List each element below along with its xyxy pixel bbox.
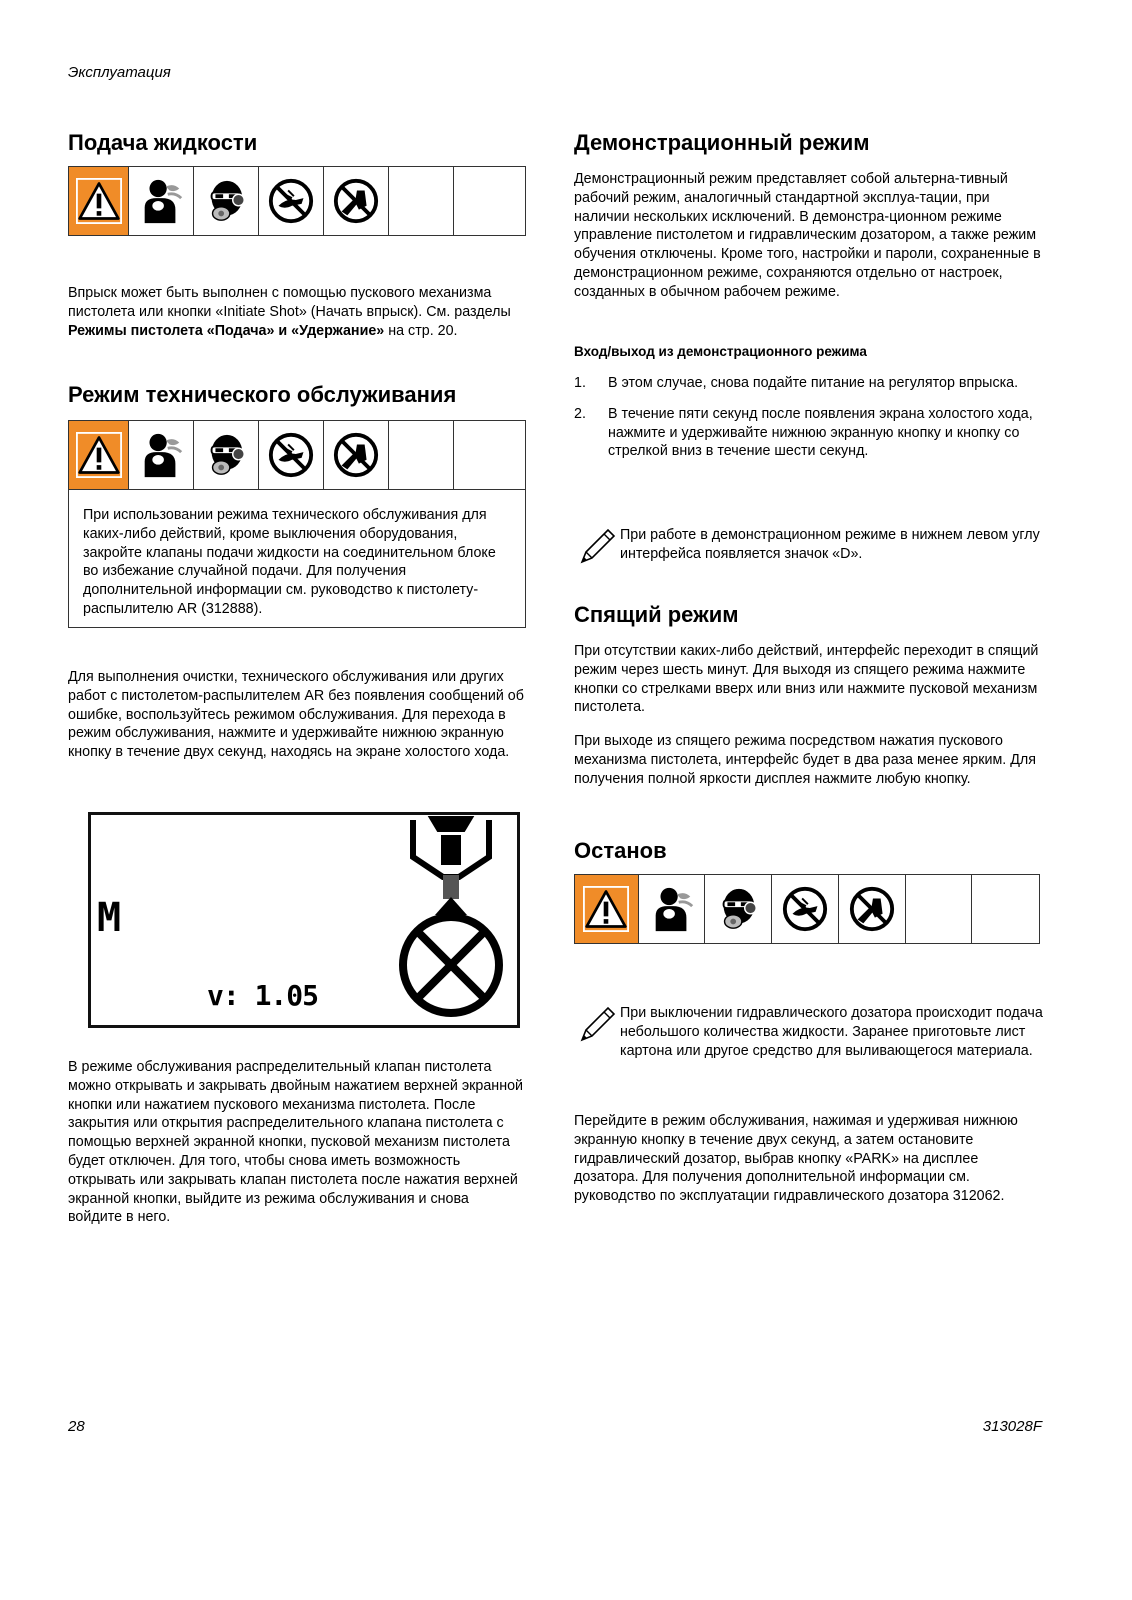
sleep-paragraph-1: При отсутствии каких-либо действий, интерфейс переходит в спящий режим через шесть минут. Для выходя из спящего режима нажмите кнопки со стрелками вверх или вниз или нажмите пусковой механизм пистолета. — [574, 643, 1039, 716]
note-pencil-icon — [578, 1004, 618, 1044]
warning-triangle-icon — [69, 167, 129, 235]
protective-gear-icon — [705, 875, 772, 943]
step-number: 1. — [574, 375, 586, 391]
no-spray-hand-icon — [772, 875, 839, 943]
list-item — [574, 374, 1044, 393]
demo-subheading: Вход/выход из демонстрационного режима — [574, 344, 867, 359]
maintenance-paragraph-2: В режиме обслуживания распределительный клапан пистолета можно открывать и закрывать двойным нажатием верхней экранной кнопки или нажатием пускового механизма пистолета. После закрытия или открытия распределительного клапана пистолета с помощью верхней экранной кнопки, пусковой механизм пистолета будет отключен. Для того, чтобы снова иметь возможность открывать или закрывать клапан пистолета после нажатия верхней экранной кнопки, выйдите из режима обслуживания и снова войдите в него. — [68, 1059, 524, 1226]
warning-icon-strip — [68, 420, 526, 490]
note-pencil-icon — [578, 526, 618, 566]
nozzle-icon — [443, 875, 459, 899]
section-title-shutdown: Останов — [574, 838, 667, 863]
fluid-supply-paragraph — [68, 284, 520, 340]
running-header: Эксплуатация — [68, 64, 171, 81]
shutdown-paragraph: Перейдите в режим обслуживания, нажимая и удерживая нижнюю экранную кнопку в течение двух секунд, а затем остановите гидравлический дозатор, выбрав кнопку «PARK» на дисплее дозатора. Для получения дополнительной информации см. руководство по эксплуатации гидравлического дозатора 312062. — [574, 1113, 1018, 1205]
empty-cell — [454, 421, 522, 489]
step-text: В течение пяти секунд после появления экрана холостого хода, нажмите и удерживайте нижнюю экранную кнопку и кнопку со стрелкой вниз в течение шести секунд. — [608, 405, 1033, 460]
maintenance-warning-text: При использовании режима технического обслуживания для каких-либо действий, кроме выключения оборудования, закройте клапаны подачи жидкости на соединительном блоке во избежание случайной подачи. Для получения дополнительной информации см. руководство к пистолету-распылителю AR (312888). — [83, 507, 496, 617]
arrow-up-icon — [435, 897, 467, 915]
link-gun-modes[interactable]: Режимы пистолета «Подача» и «Удержание» — [68, 322, 385, 339]
section-title-sleep: Спящий режим — [574, 602, 739, 627]
section-title-demo: Демонстрационный режим — [574, 130, 870, 155]
demo-note — [578, 526, 1044, 564]
protective-gear-icon — [194, 167, 259, 235]
empty-cell — [454, 167, 522, 235]
no-spray-hand-icon — [259, 167, 324, 235]
maintenance-paragraph-1: Для выполнения очистки, технического обслуживания или других работ с пистолетом-распылителем AR без появления сообщений об ошибке, воспользуйтесь режимом обслуживания. Для перехода в режим обслуживания, нажмите и удерживайте нижнюю экранную кнопку в течение двух секунд, находясь на экране холостого хода. — [68, 669, 524, 761]
text-run: на стр. 20. — [384, 322, 458, 339]
step-text: В этом случае, снова подайте питание на регулятор впрыска. — [608, 375, 1019, 391]
no-gun-touch-icon — [839, 875, 906, 943]
closed-valve-icon — [403, 917, 499, 1013]
gun-valve-icon — [413, 819, 489, 877]
warning-triangle-icon — [575, 875, 639, 943]
warning-icon-strip — [68, 166, 526, 236]
list-item — [574, 405, 1044, 461]
shutdown-note-text: При выключении гидравлического дозатора происходит подача небольшого количества жидкости. Заранее приготовьте лист картона или другое средство для выливающегося материала. — [620, 1005, 1043, 1059]
empty-cell — [389, 421, 454, 489]
protective-gear-icon — [194, 421, 259, 489]
no-spray-hand-icon — [259, 421, 324, 489]
warning-triangle-icon — [69, 421, 129, 489]
maintenance-screen-image — [88, 812, 520, 1028]
no-gun-touch-icon — [324, 421, 389, 489]
empty-cell — [389, 167, 454, 235]
section-title-maintenance: Режим технического обслуживания — [68, 382, 457, 407]
no-gun-touch-icon — [324, 167, 389, 235]
empty-cell — [972, 875, 1039, 943]
fumes-inhalation-icon — [129, 167, 194, 235]
demo-steps-list — [574, 374, 1044, 473]
fumes-inhalation-icon — [129, 421, 194, 489]
document-number: 313028F — [982, 1418, 1042, 1435]
maintenance-warning-box — [68, 490, 526, 628]
fumes-inhalation-icon — [639, 875, 706, 943]
screen-version: v: 1.05 — [207, 979, 319, 1012]
demo-note-text: При работе в демонстрационном режиме в нижнем левом углу интерфейса появляется значок «D». — [620, 527, 1040, 562]
text-run: Впрыск может быть выполнен с помощью пускового механизма пистолета или кнопки «Initiate Shot» (Начать впрыск). См. разделы — [68, 285, 511, 320]
empty-cell — [906, 875, 973, 943]
page-number: 28 — [68, 1418, 85, 1435]
shutdown-note — [578, 1004, 1044, 1060]
demo-paragraph: Демонстрационный режим представляет собой альтерна-тивный рабочий режим, аналогичный стандартной эксплуа-тации, при наличии нескольких исключений. В демонстра-ционном режиме управление пистолетом и гидравлическим дозатором, а также режим обучения отключены. Кроме того, настройки и пароли, сохраненные в демонстрационном режиме, сохраняются отдельно от настроек, созданных в обычном рабочем режиме. — [574, 171, 1041, 300]
step-number: 2. — [574, 405, 586, 422]
warning-icon-strip — [574, 874, 1040, 944]
sleep-paragraph-2: При выходе из спящего режима посредством нажатия пускового механизма пистолета, интерфейс будет в два раза менее ярким. Для получения полной яркости дисплея нажмите любую кнопку. — [574, 733, 1036, 787]
screen-mode-letter: M — [97, 895, 120, 941]
section-title-fluid-supply: Подача жидкости — [68, 130, 258, 155]
